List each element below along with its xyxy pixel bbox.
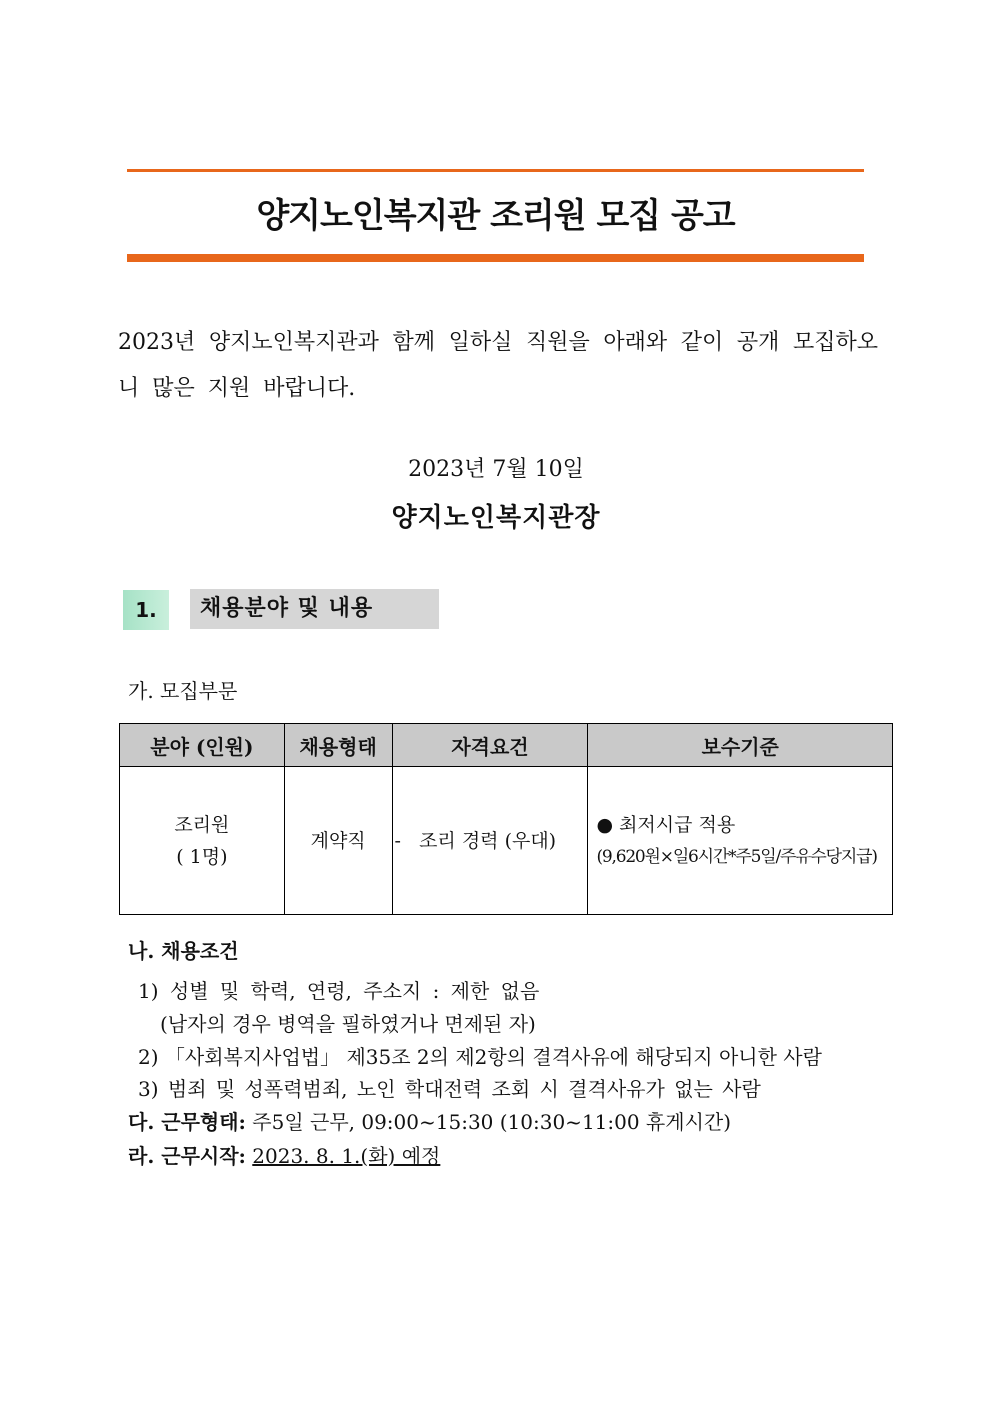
qualification-text: - 조리 경력 (우대) — [394, 829, 557, 852]
pay-line-2: (9,620원×일6시간*주5일/주유수당지급) — [596, 846, 877, 867]
condition-2: 2) 「사회복지사업법」 제35조 2의 제2항의 결격사유에 해당되지 아니한 사람 — [138, 1045, 822, 1069]
header-qualification: 자격요건 — [392, 724, 588, 767]
header-pay: 보수기준 — [588, 724, 893, 767]
pay-line-1: ● 최저시급 적용 — [596, 813, 736, 836]
organization-signature: 양지노인복지관장 — [391, 503, 601, 533]
intro-paragraph: 2023년 양지노인복지관과 함께 일하실 직원을 아래와 같이 공개 모집하오니 많은 지원 바랍니다. — [118, 330, 878, 401]
cell-field — [120, 767, 285, 915]
section-number: 1. — [123, 590, 169, 630]
announcement-date: 2023년 7월 10일 — [408, 457, 584, 482]
work-start-value: 2023. 8. 1.(화) 예정 — [252, 1144, 441, 1168]
title-bottom-rule — [127, 254, 864, 262]
recruitment-subheading: 가. 모집부문 — [128, 679, 238, 703]
condition-1-note: (남자의 경우 병역을 필하였거나 면제된 자) — [160, 1012, 536, 1036]
condition-3: 3) 범죄 및 성폭력범죄, 노인 학대전력 조회 시 결격사유가 없는 사람 — [138, 1077, 761, 1101]
table-row — [120, 767, 893, 915]
table-header-row — [120, 724, 893, 767]
cell-type: 계약직 — [284, 767, 392, 915]
field-count: ( 1명) — [176, 845, 228, 868]
conditions-subheading: 나. 채용조건 — [128, 939, 239, 963]
field-name: 조리원 — [174, 813, 230, 836]
cell-qualification — [392, 767, 588, 915]
page-title: 양지노인복지관 조리원 모집 공고 — [256, 196, 735, 236]
work-start-line — [128, 1140, 440, 1169]
section-title: 채용분야 및 내용 — [190, 589, 439, 629]
work-start-label: 라. 근무시작: — [128, 1144, 246, 1168]
header-field: 분야 (인원) — [120, 724, 285, 767]
condition-1: 1) 성별 및 학력, 연령, 주소지 : 제한 없음 — [138, 979, 540, 1003]
header-type: 채용형태 — [284, 724, 392, 767]
title-top-rule — [127, 169, 864, 172]
work-type-line — [128, 1106, 731, 1135]
work-type-label: 다. 근무형태: — [128, 1110, 246, 1134]
work-type-value: 주5일 근무, 09:00~15:30 (10:30~11:00 휴게시간) — [245, 1110, 732, 1134]
recruitment-table — [119, 723, 893, 915]
cell-pay — [588, 767, 893, 915]
